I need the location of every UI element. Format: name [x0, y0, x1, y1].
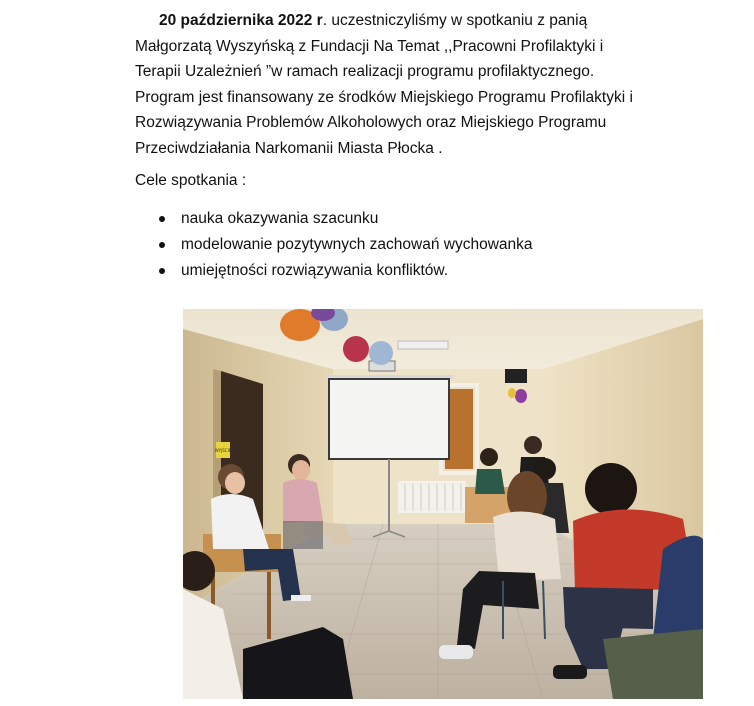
goals-list [135, 206, 533, 284]
bullet-icon [159, 242, 165, 248]
goals-heading: Cele spotkania : [135, 172, 247, 189]
exit-sign: WYJŚCIE [214, 448, 232, 453]
list-item [135, 258, 533, 284]
intro-paragraph [135, 8, 695, 161]
goal-text: nauka okazywania szacunku [181, 210, 379, 227]
meeting-photo [183, 309, 703, 699]
intro-line-3: Terapii Uzależnień ”w ramach realizacji programu profilaktycznego. [135, 63, 595, 80]
meeting-date: 20 października 2022 r [159, 12, 323, 29]
intro-line-5: Rozwiązywania Problemów Alkoholowych oraz Miejskiego Programu [135, 114, 607, 131]
intro-line-1-text: . uczestniczyliśmy w spotkaniu z panią [322, 12, 588, 29]
intro-line-2: Małgorzatą Wyszyńską z Fundacji Na Temat ,,Pracowni Profilaktyki i [135, 37, 604, 55]
bullet-icon [159, 268, 165, 274]
list-item [135, 232, 533, 258]
intro-line-1 [135, 8, 695, 34]
intro-line-4: Program jest finansowany ze środków Miejskiego Programu Profilaktyki i [135, 88, 633, 106]
intro-line-6: Przeciwdziałania Narkomanii Miasta Płocka . [135, 139, 443, 157]
goal-text: umiejętności rozwiązywania konfliktów. [181, 262, 449, 279]
goal-text: modelowanie pozytywnych zachowań wychowanka [181, 236, 533, 253]
list-item [135, 206, 533, 232]
bullet-icon [159, 216, 165, 222]
